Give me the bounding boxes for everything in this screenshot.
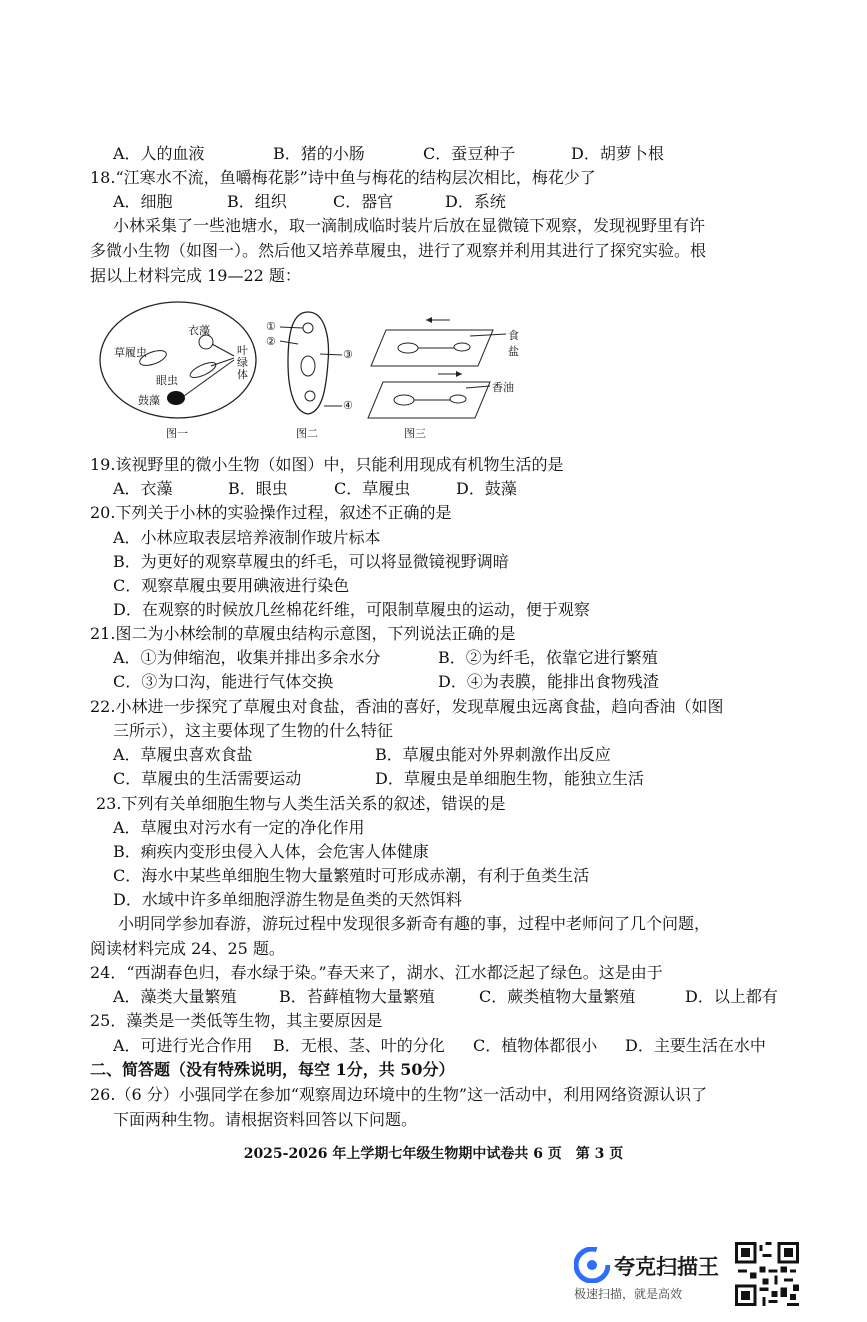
q23-option-d: D．水域中许多单细胞浮游生物是鱼类的天然饵料 <box>113 890 462 909</box>
q18-option-a: A．细胞 <box>113 192 173 211</box>
q19-option-c: C．草履虫 <box>334 479 411 498</box>
q25-option-d: D．主要生活在水中 <box>625 1036 766 1055</box>
material2-line1: 小明同学参加春游，游玩过程中发现很多新奇有趣的事，过程中老师问了几个问题， <box>118 914 711 933</box>
q25-option-a: A．可进行光合作用 <box>113 1036 253 1055</box>
q20-option-a: A．小林应取表层培养液制作玻片标本 <box>113 528 381 547</box>
q22-stem-line2: 三所示），这主要体现了生物的什么特征 <box>113 721 394 740</box>
q21-option-b: B．②为纤毛，依靠它进行繁殖 <box>438 648 658 667</box>
q24-option-c: C．蕨类植物大量繁殖 <box>479 987 636 1006</box>
q25-stem: 25．藻类是一类低等生物，其主要原因是 <box>90 1011 383 1030</box>
fig3-label-oil: 香油 <box>492 381 514 394</box>
fig1-label-chloroplast-2: 绿 <box>237 356 248 369</box>
q20-option-c: C．观察草履虫要用碘液进行染色 <box>113 576 350 595</box>
material1-line1: 小林采集了一些池塘水，取一滴制成临时装片后放在显微镜下观察，发现视野里有许 <box>113 216 706 235</box>
fig1-label-chloroplast-3: 体 <box>237 368 248 381</box>
q18-options <box>113 191 506 213</box>
page-footer: 2025-2026 年上学期七年级生物期中试卷共 6 页 第 3 页 <box>243 1146 624 1162</box>
q17-option-b: B．猪的小肠 <box>273 144 365 163</box>
q24-option-d: D．以上都有 <box>685 987 778 1006</box>
q21-option-c: C．③为口沟，能进行气体交换 <box>113 672 334 691</box>
q17-option-d: D．胡萝卜根 <box>571 144 664 163</box>
fig1-label-desmid: 鼓藻 <box>138 394 160 407</box>
fig2-marker-1: ① <box>266 320 276 333</box>
section2-heading: 二、简答题（没有特殊说明，每空 1分，共 50分） <box>90 1060 455 1079</box>
q18-option-b: B．组织 <box>227 192 287 211</box>
q18-option-c: C．器官 <box>333 192 394 211</box>
q23-stem: 23.下列有关单细胞生物与人类生活关系的叙述，错误的是 <box>96 794 506 813</box>
fig3-caption: 图三 <box>404 427 426 440</box>
q22-option-c: C．草履虫的生活需要运动 <box>113 769 302 788</box>
fig2-caption: 图二 <box>296 427 318 440</box>
q23-option-c: C．海水中某些单细胞生物大量繁殖时可形成赤潮，有利于鱼类生活 <box>113 866 590 885</box>
scanner-tagline: 极速扫描，就是高效 <box>574 1287 683 1301</box>
material2-line2: 阅读材料完成 24、25 题。 <box>90 939 285 958</box>
material1-line2: 多微小生物（如图一）。然后他又培养草履虫，进行了观察并利用其进行了探究实验。根 <box>90 241 707 260</box>
q18-option-d: D．系统 <box>445 192 506 211</box>
q22-option-b: B．草履虫能对外界刺激作出反应 <box>375 745 611 764</box>
figures-area <box>98 300 518 445</box>
q22-options-cd <box>113 768 644 790</box>
q21-stem: 21.图二为小林绘制的草履虫结构示意图，下列说法正确的是 <box>90 624 516 643</box>
q20-stem: 20.下列关于小林的实验操作过程，叙述不正确的是 <box>90 503 452 522</box>
q24-option-a: A．藻类大量繁殖 <box>113 987 237 1006</box>
fig2-marker-3: ③ <box>343 348 353 361</box>
fig1-euglena-shape <box>188 360 218 381</box>
q22-option-d: D．草履虫是单细胞生物，能独立生活 <box>375 769 644 788</box>
fig1-caption: 图一 <box>166 427 188 440</box>
scanner-brand-name: 夸克扫描王 <box>614 1255 719 1279</box>
q19-option-b: B．眼虫 <box>228 479 288 498</box>
q19-option-d: D．鼓藻 <box>456 479 517 498</box>
q25-options <box>113 1035 766 1057</box>
scanner-watermark <box>574 1245 724 1305</box>
q22-option-a: A．草履虫喜欢食盐 <box>113 745 253 764</box>
fig3-label-salt: 食盐 <box>508 329 519 358</box>
q26-stem-line2: 下面两种生物。请根据资料回答以下问题。 <box>113 1110 418 1129</box>
q21-options-cd <box>113 671 659 693</box>
q17-option-a: A．人的血液 <box>113 144 205 163</box>
q23-option-a: A．草履虫对污水有一定的净化作用 <box>113 818 365 837</box>
q22-stem-line1: 22.小林进一步探究了草履虫对食盐，香油的喜好，发现草履虫远离食盐，趋向香油（如图 <box>90 697 724 716</box>
q24-stem: 24．“西湖春色归，春水绿于染。”春天来了，湖水、江水都泛起了绿色。这是由于 <box>90 963 663 982</box>
q19-options <box>113 478 517 500</box>
q21-options-ab <box>113 647 658 669</box>
q24-options <box>113 986 778 1008</box>
q21-option-d: D．④为表膜，能排出食物残渣 <box>438 672 659 691</box>
q17-options <box>113 143 664 165</box>
q20-option-d: D．在观察的时候放几丝棉花纤维，可限制草履虫的运动，便于观察 <box>113 600 590 619</box>
fig1-label-chloroplast-1: 叶 <box>237 344 248 357</box>
fig1-desmid-shape <box>167 391 185 405</box>
fig1-label-paramecium: 草履虫 <box>114 346 147 359</box>
fig1-label-chlamydomonas: 衣藻 <box>188 324 210 337</box>
qr-code-icon <box>735 1242 799 1306</box>
q20-option-b: B．为更好的观察草履虫的纤毛，可以将显微镜视野调暗 <box>113 552 509 571</box>
q19-stem: 19.该视野里的微小生物（如图）中，只能利用现成有机物生活的是 <box>90 455 564 474</box>
q24-option-b: B．苔藓植物大量繁殖 <box>279 987 435 1006</box>
material1-line3: 据以上材料完成 19—22 题： <box>90 266 301 285</box>
q19-option-a: A．衣藻 <box>113 479 173 498</box>
q25-option-b: B．无根、茎、叶的分化 <box>273 1036 445 1055</box>
q22-options-ab <box>113 744 611 766</box>
q18-stem: 18.“江寒水不流，鱼嚼梅花影”诗中鱼与梅花的结构层次相比，梅花少了 <box>90 168 596 187</box>
q23-option-b: B．痢疾内变形虫侵入人体，会危害人体健康 <box>113 842 429 861</box>
scanner-logo-icon <box>574 1247 610 1283</box>
fig2-marker-2: ② <box>266 335 276 348</box>
q21-option-a: A．①为伸缩泡，收集并排出多余水分 <box>113 648 381 667</box>
q17-option-c: C．蚕豆种子 <box>423 144 516 163</box>
q25-option-c: C．植物体都很小 <box>473 1036 598 1055</box>
q26-stem-line1: 26.（6 分）小强同学在参加“观察周边环境中的生物”这一活动中，利用网络资源认识了 <box>90 1085 708 1104</box>
fig2-marker-4: ④ <box>343 399 353 412</box>
fig1-label-euglena: 眼虫 <box>156 374 178 387</box>
